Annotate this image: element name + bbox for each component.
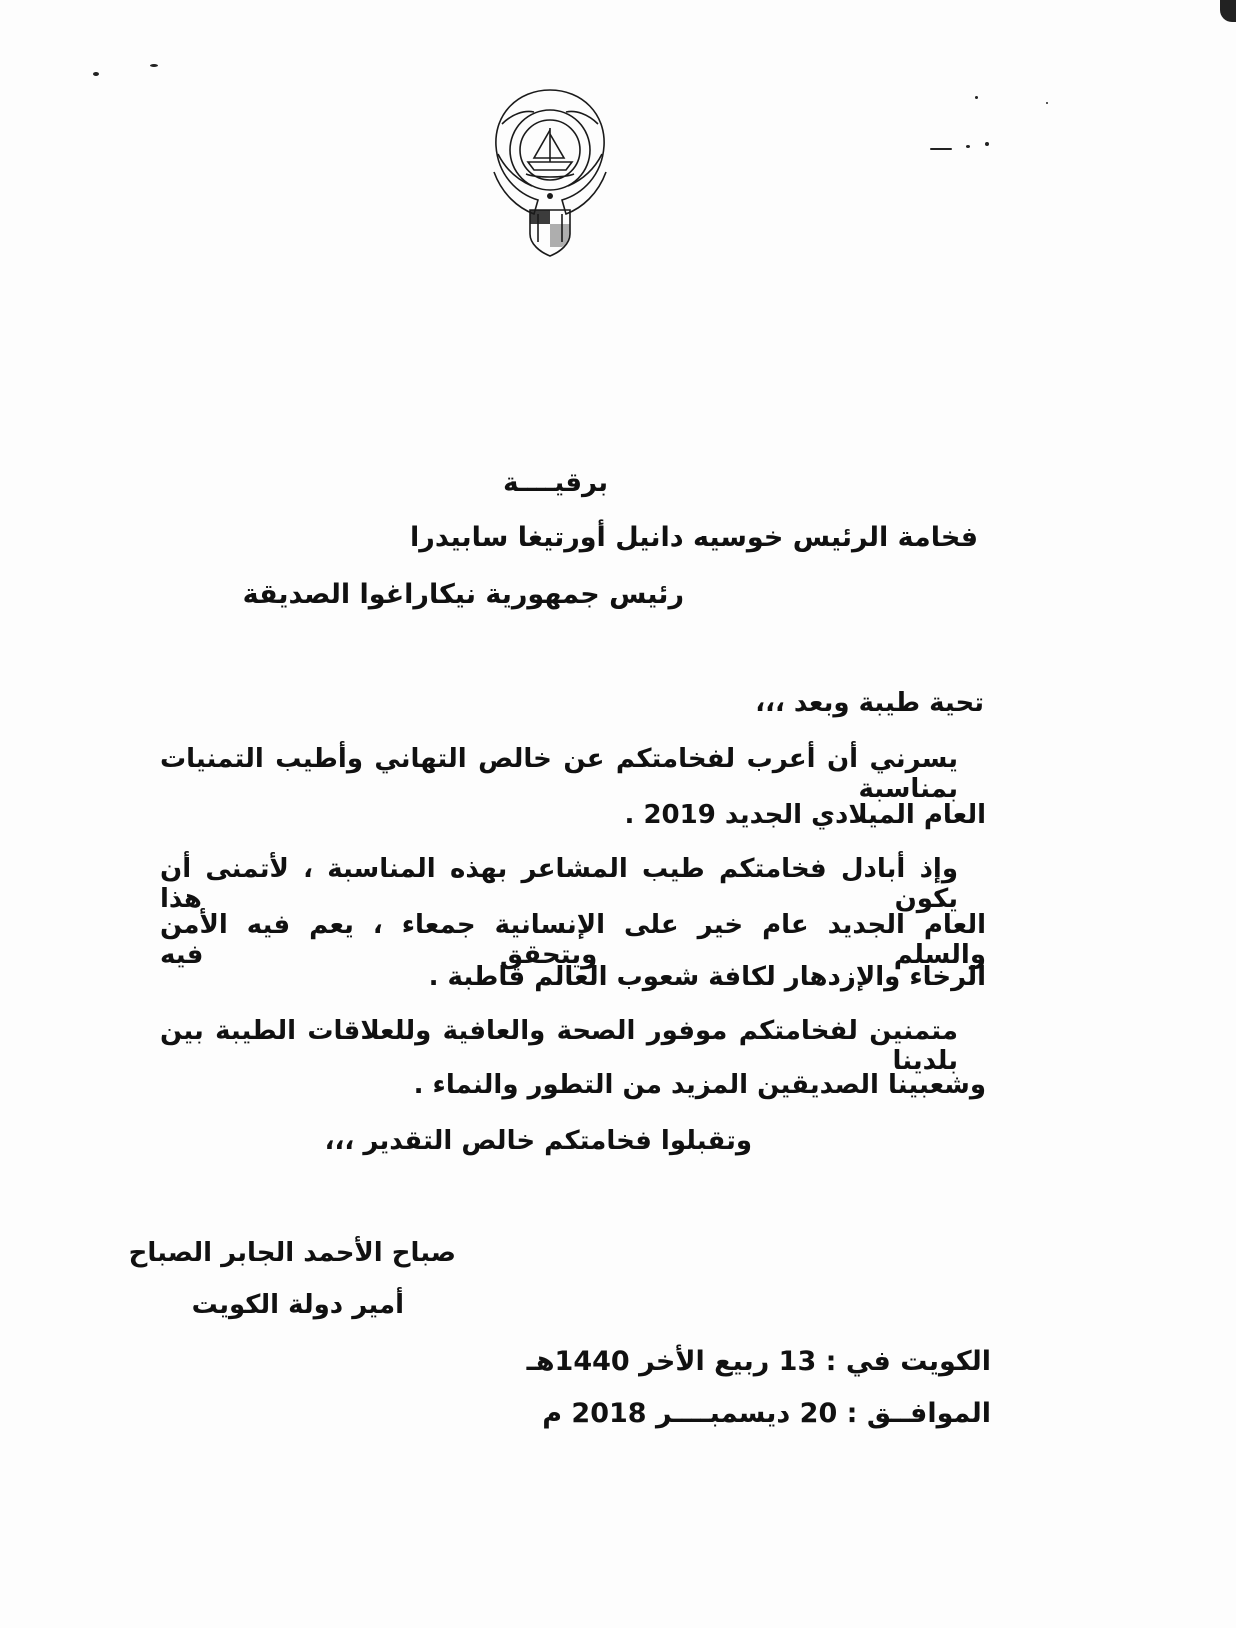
scan-speck	[1220, 0, 1236, 22]
paragraph-1-line-1: يسرني أن أعرب لفخامتكم عن خالص التهاني وأطيب التمنيات بمناسبة	[160, 744, 958, 804]
addressee-name: فخامة الرئيس خوسيه دانيل أورتيغا سابيدرا	[410, 522, 978, 553]
scan-speck	[150, 64, 158, 67]
letter-title: برقيــــة	[503, 468, 608, 498]
paragraph-2-line-3: الرخاء والإزدهار لكافة شعوب العالم قاطبة .	[428, 962, 986, 992]
kuwait-emblem-icon	[488, 84, 612, 260]
paragraph-1-line-2: العام الميلادي الجديد 2019 .	[624, 800, 986, 830]
paragraph-3-line-1: متمنين لفخامتكم موفور الصحة والعافية وللعلاقات الطيبة بين بلدينا	[160, 1016, 958, 1076]
scan-speck	[985, 142, 989, 146]
signatory-title: أمير دولة الكويت	[191, 1290, 404, 1320]
addressee-title: رئيس جمهورية نيكاراغوا الصديقة	[242, 579, 684, 610]
greeting: تحية طيبة وبعد ،،،	[755, 688, 984, 718]
scan-speck	[930, 148, 952, 150]
paragraph-2-line-1: وإذ أبادل فخامتكم طيب المشاعر بهذه المناسبة ، لأتمنى أن يكون هذا	[160, 854, 958, 914]
closing-line: وتقبلوا فخامتكم خالص التقدير ،،،	[324, 1126, 752, 1156]
paragraph-2-line-2: العام الجديد عام خير على الإنسانية جمعاء ، يعم فيه الأمن والسلم ويتحقق فيه	[160, 910, 986, 970]
gregorian-date: الموافــق : 20 ديسمبــــر 2018 م	[542, 1398, 991, 1429]
scan-speck	[966, 145, 970, 148]
paragraph-3-line-2: وشعبينا الصديقين المزيد من التطور والنماء .	[413, 1070, 986, 1100]
hijri-date: الكويت في : 13 ربيع الأخر 1440هـ	[526, 1346, 991, 1377]
scan-speck	[1046, 102, 1048, 104]
signatory-name: صباح الأحمد الجابر الصباح	[128, 1238, 456, 1268]
scan-speck	[93, 72, 99, 76]
scan-speck	[975, 96, 978, 99]
